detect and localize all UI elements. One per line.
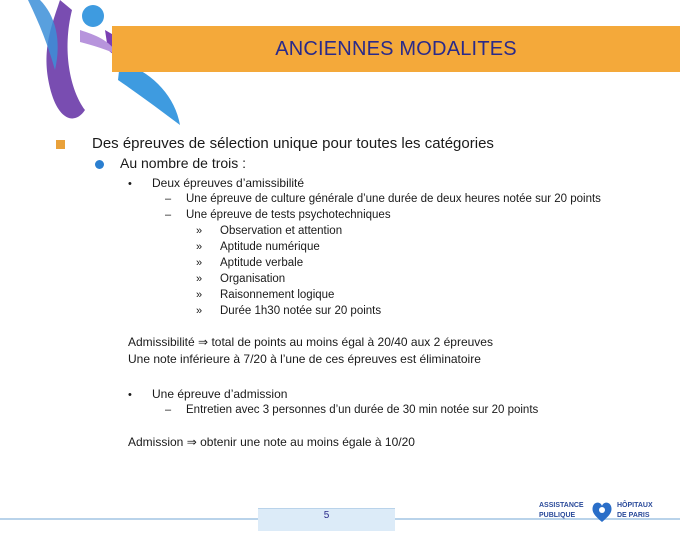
bullet-icon: • <box>128 178 132 190</box>
chevron-icon: » <box>196 225 203 237</box>
level2-text: Au nombre de trois : <box>120 155 247 171</box>
chevron-icon: » <box>196 305 203 317</box>
chevron-icon: » <box>196 289 203 301</box>
admission-rule <box>128 435 415 449</box>
circle-bullet-icon <box>95 160 104 169</box>
chevron-icon: » <box>196 273 203 285</box>
logo-left-line2: PUBLIQUE <box>539 512 576 519</box>
psycho-item: Raisonnement logique <box>220 289 335 301</box>
chevron-icon: » <box>196 241 203 253</box>
square-bullet-icon <box>56 140 65 149</box>
dash-icon: – <box>165 404 172 416</box>
admissibility-heading: Deux épreuves d’amissibilité <box>152 176 305 190</box>
admissibility-item: Une épreuve de culture générale d’une durée de deux heures notée sur 20 points <box>186 193 601 205</box>
bullet-icon: • <box>128 389 132 401</box>
ap-hp-logo <box>535 498 675 528</box>
admission-heading: Une épreuve d’admission <box>152 387 288 401</box>
dash-icon: – <box>165 209 172 221</box>
logo-left-line1: ASSISTANCE <box>539 502 584 509</box>
rule-suffix: obtenir une note au moins égale à 10/20 <box>200 435 415 449</box>
logo-right-line2: DE PARIS <box>617 512 650 519</box>
rule-prefix: Admission <box>128 435 184 449</box>
chevron-icon: » <box>196 257 203 269</box>
rule-suffix: total de points au moins égal à 20/40 aux 2 épreuves <box>211 335 493 349</box>
logo-right-line1: HÔPITAUX <box>617 502 653 509</box>
psycho-item: Durée 1h30 notée sur 20 points <box>220 305 382 317</box>
psycho-item: Organisation <box>220 273 286 285</box>
admissibility-rule <box>128 335 493 349</box>
page-number: 5 <box>323 510 330 521</box>
admissibility-item: Une épreuve de tests psychotechniques <box>186 209 391 221</box>
psycho-item: Observation et attention <box>220 225 343 237</box>
admission-item: Entretien avec 3 personnes d’un durée de 30 min notée sur 20 points <box>186 404 539 416</box>
ap-hp-heart-icon <box>591 500 613 524</box>
dash-icon: – <box>165 193 172 205</box>
rule-prefix: Admissibilité <box>128 335 195 349</box>
psycho-item: Aptitude numérique <box>220 241 320 253</box>
eliminatory-rule: Une note inférieure à 7/20 à l’une de ces épreuves est éliminatoire <box>128 352 481 366</box>
psycho-item: Aptitude verbale <box>220 257 304 269</box>
slide-title: ANCIENNES MODALITES <box>275 38 517 60</box>
implies-icon: ⇒ <box>198 335 209 349</box>
implies-icon: ⇒ <box>186 435 197 449</box>
level1-text: Des épreuves de sélection unique pour toutes les catégories <box>92 135 494 152</box>
